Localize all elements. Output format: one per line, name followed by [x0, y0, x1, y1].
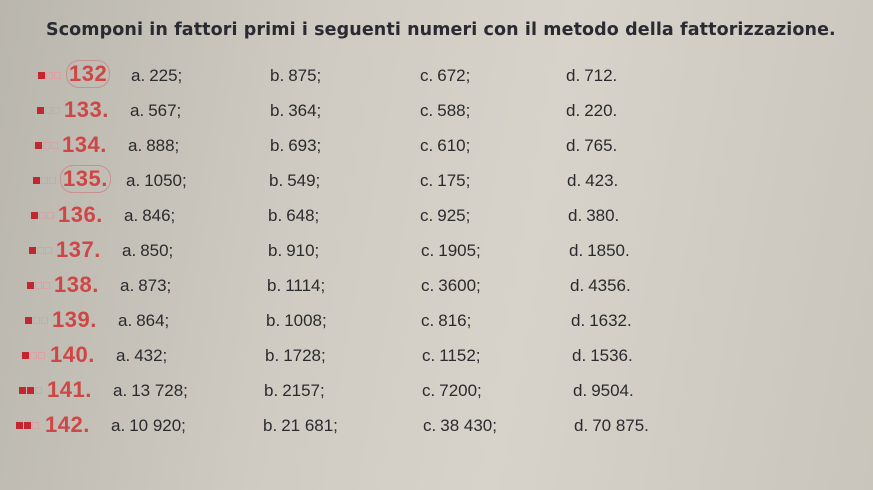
exercise-item-c — [420, 101, 470, 121]
exercise-item-b — [268, 241, 319, 261]
item-label: d. — [566, 101, 581, 120]
exercise-number — [54, 272, 99, 298]
difficulty-empty-square-icon — [43, 282, 50, 289]
item-value: 21 681; — [281, 416, 338, 435]
item-value: 693; — [288, 136, 322, 155]
item-label: b. — [268, 206, 283, 225]
exercise-number — [64, 97, 109, 123]
item-value: 1850. — [587, 241, 630, 260]
exercise-item-c — [421, 311, 471, 331]
item-value: 9504. — [591, 381, 634, 400]
item-value: 4356. — [588, 276, 631, 295]
item-value: 588; — [437, 101, 471, 120]
difficulty-empty-square-icon — [49, 177, 56, 184]
item-value: 10 920; — [129, 416, 186, 435]
exercise-item-a — [130, 101, 181, 121]
item-value: 846; — [142, 206, 176, 225]
exercise-number-text: 135 — [63, 166, 102, 191]
exercise-item-a — [120, 276, 171, 296]
exercise-item-d — [568, 206, 619, 226]
item-label: b. — [269, 171, 284, 190]
exercise-number-suffix: . — [94, 237, 101, 262]
item-value: 1050; — [144, 171, 187, 190]
item-label: d. — [567, 171, 582, 190]
exercise-row — [0, 60, 873, 95]
item-label: d. — [572, 346, 587, 365]
exercise-item-d — [566, 101, 617, 121]
exercise-item-c — [423, 416, 497, 436]
exercise-instruction: Scomponi in fattori primi i seguenti numeri con il metodo della fattorizzazione. — [46, 20, 836, 40]
exercise-number-text: 138 — [54, 272, 93, 297]
difficulty-filled-square-icon — [27, 282, 34, 289]
item-label: b. — [267, 276, 282, 295]
difficulty-indicator — [22, 352, 45, 359]
item-value: 910; — [286, 241, 320, 260]
item-value: 225; — [149, 66, 183, 85]
exercise-item-c — [422, 381, 482, 401]
item-value: 672; — [437, 66, 471, 85]
item-value: 1114; — [285, 276, 326, 295]
difficulty-filled-square-icon — [16, 422, 23, 429]
item-label: d. — [568, 206, 583, 225]
item-value: 850; — [140, 241, 174, 260]
item-label: c. — [422, 346, 436, 365]
exercise-row — [0, 130, 873, 165]
item-value: 1728; — [283, 346, 326, 365]
difficulty-empty-square-icon — [45, 247, 52, 254]
item-label: c. — [423, 416, 437, 435]
difficulty-indicator — [38, 72, 61, 79]
item-label: a. — [131, 66, 146, 85]
exercise-row — [0, 235, 873, 270]
exercise-number-suffix: . — [88, 342, 95, 367]
exercise-item-a — [126, 171, 187, 191]
item-value: 888; — [146, 136, 180, 155]
exercise-number — [47, 377, 92, 403]
exercise-number-suffix: . — [90, 307, 97, 332]
exercise-list — [0, 60, 873, 445]
item-label: d. — [570, 276, 585, 295]
difficulty-indicator — [27, 282, 50, 289]
exercise-item-b — [270, 66, 321, 86]
exercise-item-b — [265, 346, 326, 366]
exercise-item-b — [270, 136, 321, 156]
item-label: c. — [420, 66, 434, 85]
difficulty-empty-square-icon — [38, 352, 45, 359]
exercise-item-c — [420, 206, 470, 226]
item-value: 1632. — [589, 311, 632, 330]
exercise-number-text: 142 — [45, 412, 84, 437]
exercise-number-text: 136 — [58, 202, 97, 227]
item-label: b. — [270, 136, 285, 155]
item-label: b. — [263, 416, 278, 435]
item-value: 423. — [585, 171, 619, 190]
item-label: b. — [270, 101, 285, 120]
exercise-number — [62, 132, 107, 158]
difficulty-empty-square-icon — [33, 317, 40, 324]
item-value: 1008; — [284, 311, 327, 330]
item-value: 1905; — [438, 241, 481, 260]
item-label: b. — [264, 381, 279, 400]
item-label: c. — [420, 206, 434, 225]
item-label: d. — [571, 311, 586, 330]
difficulty-filled-square-icon — [35, 142, 42, 149]
difficulty-empty-square-icon — [35, 387, 42, 394]
item-label: c. — [420, 136, 434, 155]
item-label: d. — [566, 136, 581, 155]
item-label: a. — [128, 136, 143, 155]
difficulty-indicator — [35, 142, 58, 149]
exercise-item-d — [566, 136, 617, 156]
exercise-number-text: 139 — [52, 307, 91, 332]
exercise-number — [45, 412, 90, 438]
difficulty-empty-square-icon — [46, 72, 53, 79]
exercise-item-d — [566, 66, 617, 86]
exercise-item-d — [567, 171, 618, 191]
exercise-item-a — [131, 66, 182, 86]
exercise-row — [0, 165, 873, 200]
exercise-item-a — [116, 346, 167, 366]
difficulty-empty-square-icon — [30, 352, 37, 359]
difficulty-empty-square-icon — [39, 212, 46, 219]
item-value: 549; — [287, 171, 321, 190]
exercise-item-a — [122, 241, 173, 261]
exercise-item-c — [420, 66, 470, 86]
item-value: 7200; — [439, 381, 482, 400]
exercise-item-b — [263, 416, 338, 436]
item-label: b. — [268, 241, 283, 260]
difficulty-indicator — [37, 107, 60, 114]
item-value: 220. — [584, 101, 618, 120]
exercise-item-a — [118, 311, 169, 331]
item-label: a. — [116, 346, 131, 365]
exercise-item-d — [574, 416, 649, 436]
item-value: 3600; — [438, 276, 481, 295]
item-label: c. — [420, 101, 434, 120]
exercise-number-suffix: . — [92, 272, 99, 297]
item-value: 875; — [288, 66, 322, 85]
exercise-item-a — [113, 381, 188, 401]
exercise-row — [0, 340, 873, 375]
exercise-number-suffix: . — [101, 166, 108, 191]
item-value: 648; — [286, 206, 320, 225]
exercise-number-text: 132 — [69, 61, 108, 86]
item-label: a. — [111, 416, 126, 435]
difficulty-empty-square-icon — [43, 142, 50, 149]
item-value: 567; — [148, 101, 182, 120]
exercise-row — [0, 270, 873, 305]
exercise-number-suffix: . — [100, 132, 107, 157]
difficulty-empty-square-icon — [45, 107, 52, 114]
difficulty-empty-square-icon — [51, 142, 58, 149]
exercise-item-d — [573, 381, 634, 401]
difficulty-empty-square-icon — [35, 282, 42, 289]
exercise-item-a — [111, 416, 186, 436]
exercise-item-b — [268, 206, 319, 226]
item-label: c. — [420, 171, 434, 190]
item-value: 1536. — [590, 346, 633, 365]
difficulty-indicator — [33, 177, 56, 184]
exercise-number — [60, 165, 111, 193]
exercise-row — [0, 410, 873, 445]
difficulty-indicator — [25, 317, 48, 324]
exercise-number — [66, 60, 110, 88]
exercise-number-suffix: . — [83, 412, 90, 437]
difficulty-filled-square-icon — [29, 247, 36, 254]
item-value: 816; — [438, 311, 472, 330]
item-value: 864; — [136, 311, 170, 330]
item-value: 1152; — [439, 346, 481, 365]
item-value: 2157; — [282, 381, 325, 400]
item-value: 925; — [437, 206, 471, 225]
exercise-item-b — [269, 171, 320, 191]
exercise-item-d — [570, 276, 631, 296]
difficulty-filled-square-icon — [24, 422, 31, 429]
difficulty-empty-square-icon — [53, 107, 60, 114]
exercise-number — [56, 237, 101, 263]
exercise-number — [50, 342, 95, 368]
difficulty-empty-square-icon — [32, 422, 39, 429]
item-value: 70 875. — [592, 416, 649, 435]
item-value: 432; — [134, 346, 168, 365]
item-label: d. — [566, 66, 581, 85]
item-value: 380. — [586, 206, 620, 225]
item-value: 610; — [437, 136, 471, 155]
item-value: 765. — [584, 136, 618, 155]
item-value: 13 728; — [131, 381, 188, 400]
exercise-item-c — [420, 136, 470, 156]
exercise-item-b — [264, 381, 325, 401]
item-value: 175; — [437, 171, 471, 190]
item-label: a. — [118, 311, 133, 330]
exercise-row — [0, 200, 873, 235]
exercise-number-suffix: . — [96, 202, 103, 227]
exercise-item-c — [421, 241, 481, 261]
difficulty-filled-square-icon — [38, 72, 45, 79]
exercise-item-c — [420, 171, 470, 191]
exercise-row — [0, 375, 873, 410]
item-label: c. — [422, 381, 436, 400]
exercise-item-d — [571, 311, 632, 331]
difficulty-filled-square-icon — [22, 352, 29, 359]
difficulty-indicator — [16, 422, 39, 429]
exercise-number — [58, 202, 103, 228]
exercise-item-b — [270, 101, 321, 121]
item-label: a. — [124, 206, 139, 225]
item-label: d. — [574, 416, 589, 435]
exercise-number-text: 133 — [64, 97, 103, 122]
exercise-item-d — [569, 241, 630, 261]
item-label: b. — [266, 311, 281, 330]
difficulty-filled-square-icon — [31, 212, 38, 219]
exercise-item-b — [266, 311, 327, 331]
difficulty-indicator — [31, 212, 54, 219]
exercise-number-suffix: . — [102, 97, 109, 122]
difficulty-filled-square-icon — [27, 387, 34, 394]
difficulty-empty-square-icon — [37, 247, 44, 254]
item-label: a. — [122, 241, 137, 260]
item-label: d. — [569, 241, 584, 260]
exercise-item-b — [267, 276, 325, 296]
difficulty-filled-square-icon — [37, 107, 44, 114]
item-label: a. — [126, 171, 141, 190]
difficulty-indicator — [19, 387, 42, 394]
exercise-number-text: 134 — [62, 132, 101, 157]
exercise-number-text: 141 — [47, 377, 86, 402]
difficulty-filled-square-icon — [33, 177, 40, 184]
exercise-row — [0, 305, 873, 340]
item-value: 38 430; — [440, 416, 497, 435]
item-label: b. — [270, 66, 285, 85]
exercise-number-text: 140 — [50, 342, 89, 367]
difficulty-empty-square-icon — [54, 72, 61, 79]
difficulty-empty-square-icon — [41, 317, 48, 324]
difficulty-empty-square-icon — [47, 212, 54, 219]
item-value: 873; — [138, 276, 172, 295]
item-label: c. — [421, 311, 435, 330]
difficulty-empty-square-icon — [41, 177, 48, 184]
exercise-item-a — [124, 206, 175, 226]
difficulty-filled-square-icon — [25, 317, 32, 324]
item-value: 364; — [288, 101, 322, 120]
exercise-row — [0, 95, 873, 130]
difficulty-filled-square-icon — [19, 387, 26, 394]
item-label: a. — [113, 381, 128, 400]
exercise-item-a — [128, 136, 179, 156]
item-value: 712. — [584, 66, 618, 85]
item-label: a. — [130, 101, 145, 120]
exercise-item-c — [421, 276, 481, 296]
item-label: c. — [421, 276, 435, 295]
item-label: a. — [120, 276, 135, 295]
item-label: b. — [265, 346, 280, 365]
item-label: d. — [573, 381, 588, 400]
exercise-item-d — [572, 346, 633, 366]
exercise-item-c — [422, 346, 481, 366]
exercise-number — [52, 307, 97, 333]
item-label: c. — [421, 241, 435, 260]
difficulty-indicator — [29, 247, 52, 254]
exercise-number-suffix: . — [85, 377, 92, 402]
exercise-number-text: 137 — [56, 237, 95, 262]
